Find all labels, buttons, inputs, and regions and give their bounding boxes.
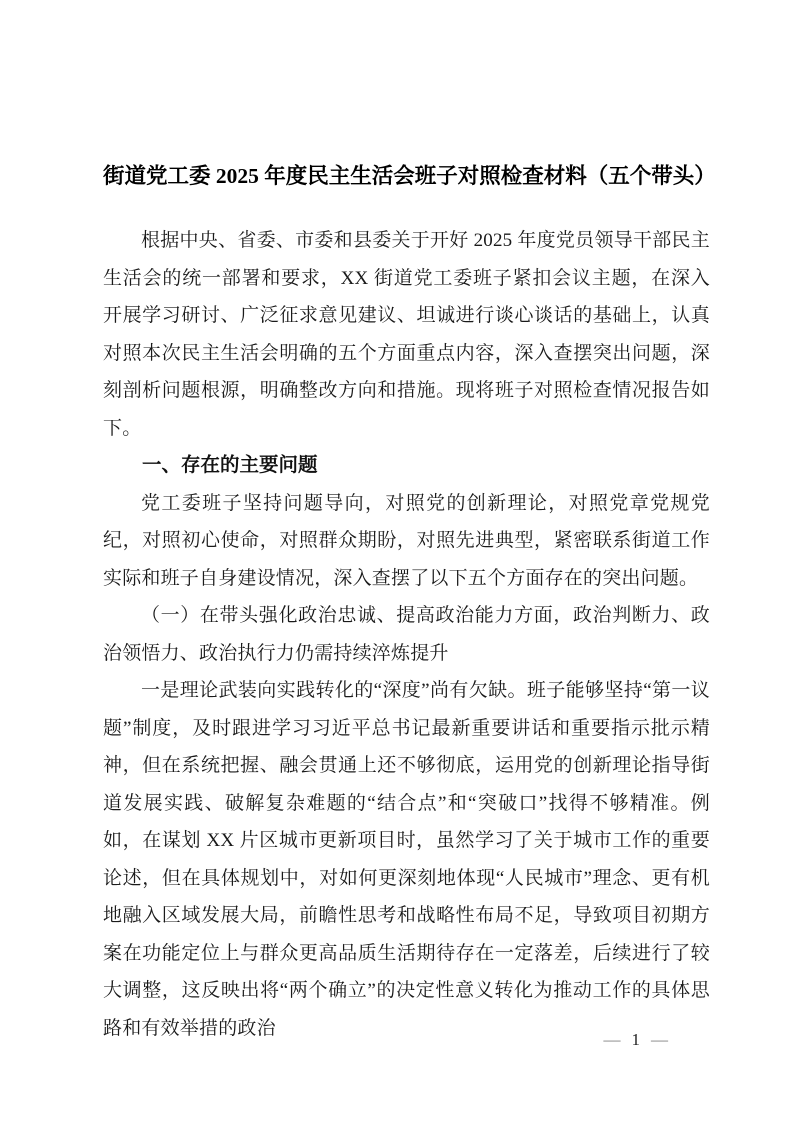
section1-intro-paragraph: 党工委班子坚持问题导向，对照党的创新理论，对照党章党规党纪，对照初心使命，对照群众期盼，对照先进典型，紧密联系街道工作实际和班子自身建设情况，深入查摆了以下五个方面存在的突出问题。 bbox=[103, 492, 710, 589]
subsection-heading-political-loyalty: （一）在带头强化政治忠诚、提高政治能力方面，政治判断力、政治领悟力、政治执行力仍需持续淬炼提升 bbox=[103, 605, 710, 664]
subsection1-body-paragraph: 一是理论武装向实践转化的“深度”尚有欠缺。班子能够坚持“第一议题”制度，及时跟进学习习近平总书记最新重要讲话和重要指示批示精神，但在系统把握、融会贯通上还不够彻底，运用党的创新理论指导街道发展实践、破解复杂难题的“结合点”和“突破口”找得不够精准。例如，在谋划 XX 片区城市更新项目时，虽然学习了关于城市工作的重要论述，但在具体规划中，对如何更深刻地体现“人民城市”理念、更有机地融入区域发展大局，前瞻性思考和战略性布局不足，导致项目初期方案在功能定位上与群众更高品质生活期待存在一定落差，后续进行了较大调整，这反映出将“两个确立”的决定性意义转化为推动工作的具体思路和有效举措的政治 bbox=[103, 680, 710, 1039]
document-title: 街道党工委 2025 年度民主生活会班子对照检查材料（五个带头） bbox=[103, 164, 716, 188]
page-number-dash-left: — bbox=[603, 1030, 621, 1049]
section-heading-existing-problems: 一、存在的主要问题 bbox=[142, 454, 318, 476]
page-number-value: 1 bbox=[631, 1030, 640, 1049]
page-number bbox=[604, 1030, 669, 1050]
page-number-dash-right: — bbox=[651, 1030, 668, 1049]
intro-paragraph: 根据中央、省委、市委和县委关于开好 2025 年度党员领导干部民主生活会的统一部署和要求，XX 街道党工委班子紧扣会议主题，在深入开展学习研讨、广泛征求意见建议、坦诚进行谈心谈话的基础上，认真对照本次民主生活会明确的五个方面重点内容，深入查摆突出问题，深刻剖析问题根源，明确整改方向和措施。现将班子对照检查情况报告如下。 bbox=[103, 230, 710, 439]
